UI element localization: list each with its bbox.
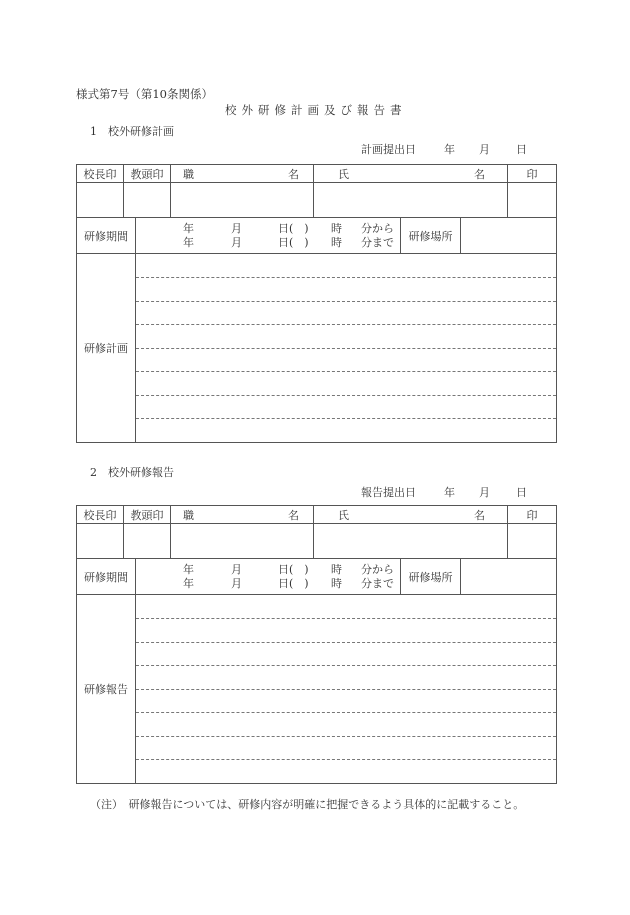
ruled-line (136, 371, 556, 372)
report-content-label: 研修報告 (77, 595, 136, 784)
ruled-line (136, 418, 556, 419)
period-end-line: 年 月 日( ) 時 分まで (183, 235, 394, 249)
period-cell[interactable] (136, 559, 401, 595)
section-1-heading: 1 校外研修計画 (90, 125, 174, 138)
report-submit-year[interactable]: 年 (444, 486, 455, 499)
ruled-line (136, 642, 556, 643)
location-label: 研修場所 (401, 218, 461, 254)
period-end-line: 年 月 日( ) 時 分まで (183, 576, 394, 590)
ruled-line (136, 277, 556, 278)
ruled-line (136, 712, 556, 713)
period-cell[interactable] (136, 218, 401, 254)
vice-principal-seal-cell[interactable] (124, 524, 171, 559)
seal-header: 印 (508, 165, 557, 183)
position-header: 職 名 (171, 165, 314, 183)
plan-content-label: 研修計画 (77, 254, 136, 443)
position-cell[interactable] (171, 524, 314, 559)
location-cell[interactable] (461, 218, 557, 254)
seal-header: 印 (508, 506, 557, 524)
ruled-line (136, 736, 556, 737)
report-form-table (76, 505, 557, 784)
name-cell[interactable] (314, 183, 508, 218)
period-label: 研修期間 (77, 218, 136, 254)
principal-seal-header: 校長印 (77, 165, 124, 183)
position-header: 職 名 (171, 506, 314, 524)
plan-submit-label: 計画提出日 (361, 143, 416, 156)
seal-cell[interactable] (508, 524, 557, 559)
location-cell[interactable] (461, 559, 557, 595)
ruled-line (136, 759, 556, 760)
name-cell[interactable] (314, 524, 508, 559)
seal-cell[interactable] (508, 183, 557, 218)
ruled-line (136, 665, 556, 666)
report-submit-label: 報告提出日 (361, 486, 416, 499)
principal-seal-header: 校長印 (77, 506, 124, 524)
name-header: 氏 名 (314, 506, 508, 524)
document-title: 校外研修計画及び報告書 (225, 103, 407, 117)
section-2-heading: 2 校外研修報告 (90, 466, 174, 479)
period-label: 研修期間 (77, 559, 136, 595)
name-header: 氏 名 (314, 165, 508, 183)
plan-content-area[interactable] (136, 254, 557, 443)
period-start-line: 年 月 日( ) 時 分から (183, 562, 394, 576)
plan-submit-date (0, 141, 630, 155)
ruled-line (136, 301, 556, 302)
vice-principal-seal-header: 教頭印 (124, 165, 171, 183)
period-start-line: 年 月 日( ) 時 分から (183, 221, 394, 235)
ruled-line (136, 689, 556, 690)
plan-submit-day[interactable]: 日 (516, 143, 527, 156)
report-submit-month[interactable]: 月 (479, 486, 490, 499)
plan-submit-year[interactable]: 年 (444, 143, 455, 156)
position-cell[interactable] (171, 183, 314, 218)
vice-principal-seal-header: 教頭印 (124, 506, 171, 524)
ruled-line (136, 395, 556, 396)
ruled-line (136, 618, 556, 619)
vice-principal-seal-cell[interactable] (124, 183, 171, 218)
form-code: 様式第7号（第10条関係） (76, 87, 213, 101)
report-submit-date (0, 484, 630, 498)
ruled-line (136, 348, 556, 349)
location-label: 研修場所 (401, 559, 461, 595)
ruled-line (136, 324, 556, 325)
principal-seal-cell[interactable] (77, 183, 124, 218)
footnote: （注） 研修報告については、研修内容が明確に把握できるよう具体的に記載すること。 (90, 798, 525, 811)
principal-seal-cell[interactable] (77, 524, 124, 559)
plan-form-table (76, 164, 557, 443)
plan-submit-month[interactable]: 月 (479, 143, 490, 156)
report-content-area[interactable] (136, 595, 557, 784)
report-submit-day[interactable]: 日 (516, 486, 527, 499)
